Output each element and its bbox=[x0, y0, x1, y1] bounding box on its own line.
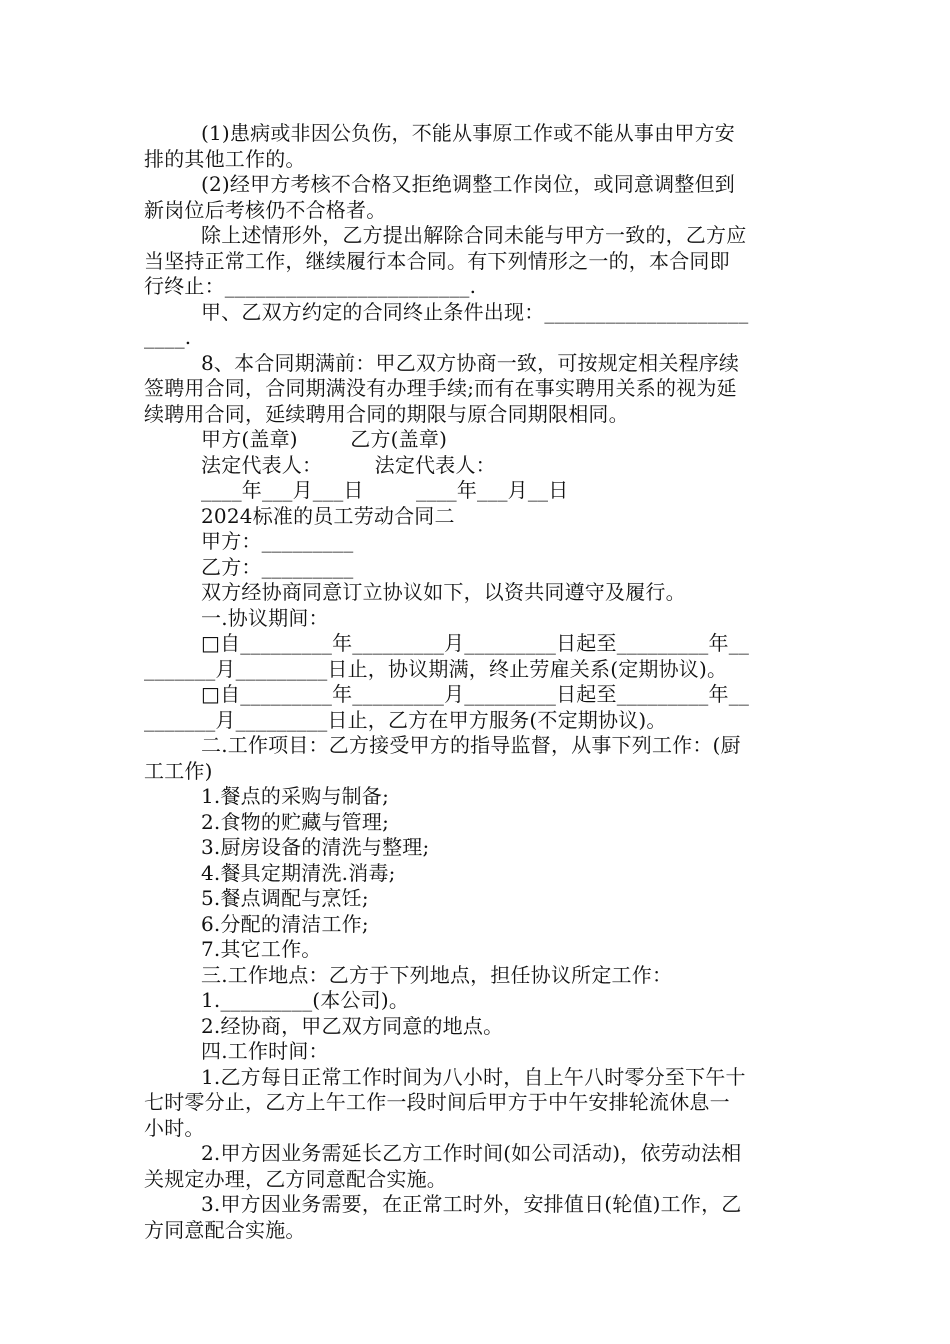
text-line: 2.经协商，甲乙双方同意的地点。 bbox=[201, 1013, 504, 1038]
text-line: 1.乙方每日正常工作时间为八小时，自上午八时零分至下午十 bbox=[201, 1064, 746, 1089]
text-line: 2.食物的贮藏与管理; bbox=[201, 809, 390, 834]
text-line: 七时零分止，乙方上午工作一段时间后甲方于中午安排轮流休息一 bbox=[144, 1090, 730, 1114]
text-line: _______月_________日止，协议期满，终止劳雇关系(定期协议)。 bbox=[144, 656, 728, 681]
text-line: 1.餐点的采购与制备; bbox=[201, 784, 390, 808]
text-line: 二.工作项目：乙方接受甲方的指导监督，从事下列工作：(厨 bbox=[201, 733, 741, 757]
text-line: 一.协议期间： bbox=[201, 605, 329, 630]
text-line: 1._________(本公司)。 bbox=[201, 988, 410, 1012]
text-line: 乙方：_________ bbox=[201, 554, 354, 579]
text-line: 4.餐具定期清洗.消毒; bbox=[201, 860, 396, 885]
text-line: □自_________年_________月_________日起至_________年__ bbox=[201, 631, 750, 655]
text-line: 签聘用合同，合同期满没有办理手续;而有在事实聘用关系的视为延 bbox=[144, 376, 737, 400]
text-line: 甲方：_________ bbox=[201, 529, 354, 553]
text-line: 法定代表人： 法定代表人： bbox=[201, 452, 496, 477]
text-line: 双方经协商同意订立协议如下，以资共同遵守及履行。 bbox=[201, 580, 686, 604]
text-line: 除上述情形外，乙方提出解除合同未能与甲方一致的，乙方应 bbox=[201, 223, 747, 247]
text-line: 行终止：________________________. bbox=[144, 274, 477, 298]
text-line: 方同意配合实施。 bbox=[144, 1217, 306, 1242]
text-line: 小时。 bbox=[144, 1115, 205, 1140]
text-line: 排的其他工作的。 bbox=[144, 146, 306, 171]
text-line: ____. bbox=[144, 325, 192, 349]
text-line: 工工作) bbox=[144, 758, 213, 783]
text-line: 7.其它工作。 bbox=[201, 937, 322, 961]
text-line: 6.分配的清洁工作; bbox=[201, 911, 369, 936]
text-line: 四.工作时间： bbox=[201, 1039, 329, 1063]
text-line: 续聘用合同，延续聘用合同的期限与原合同期限相同。 bbox=[144, 401, 629, 426]
document-body bbox=[144, 121, 808, 1243]
text-line: 3.厨房设备的清洗与整理; bbox=[201, 835, 430, 859]
text-line: _______月_________日止，乙方在甲方服务(不定期协议)。 bbox=[144, 707, 667, 732]
text-line: 三.工作地点：乙方于下列地点，担任协议所定工作： bbox=[201, 962, 673, 987]
text-line: 2024标准的员工劳动合同二 bbox=[201, 503, 455, 528]
text-line: □自_________年_________月_________日起至_________年__ bbox=[201, 682, 750, 706]
text-line: 新岗位后考核仍不合格者。 bbox=[144, 197, 387, 222]
text-line: (2)经甲方考核不合格又拒绝调整工作岗位，或同意调整但到 bbox=[201, 172, 735, 196]
text-line: 当坚持正常工作，继续履行本合同。有下列情形之一的，本合同即 bbox=[144, 248, 730, 273]
text-line: 甲方(盖章) 乙方(盖章) bbox=[201, 427, 448, 451]
text-line: 3.甲方因业务需要，在正常工时外，安排值日(轮值)工作，乙 bbox=[201, 1192, 742, 1216]
text-line: 甲、乙双方约定的合同终止条件出现：____________________ bbox=[201, 299, 749, 324]
text-line: 2.甲方因业务需延长乙方工作时间(如公司活动)，依劳动法相 bbox=[201, 1141, 742, 1165]
text-line: 8、本合同期满前：甲乙双方协商一致，可按规定相关程序续 bbox=[201, 350, 740, 375]
text-line: 5.餐点调配与烹饪; bbox=[201, 886, 369, 910]
text-line: (1)患病或非因公负伤，不能从事原工作或不能从事由甲方安 bbox=[201, 121, 735, 145]
text-line: 关规定办理，乙方同意配合实施。 bbox=[144, 1166, 447, 1191]
text-line: ____年___月___日 ____年___月__日 bbox=[201, 478, 569, 502]
